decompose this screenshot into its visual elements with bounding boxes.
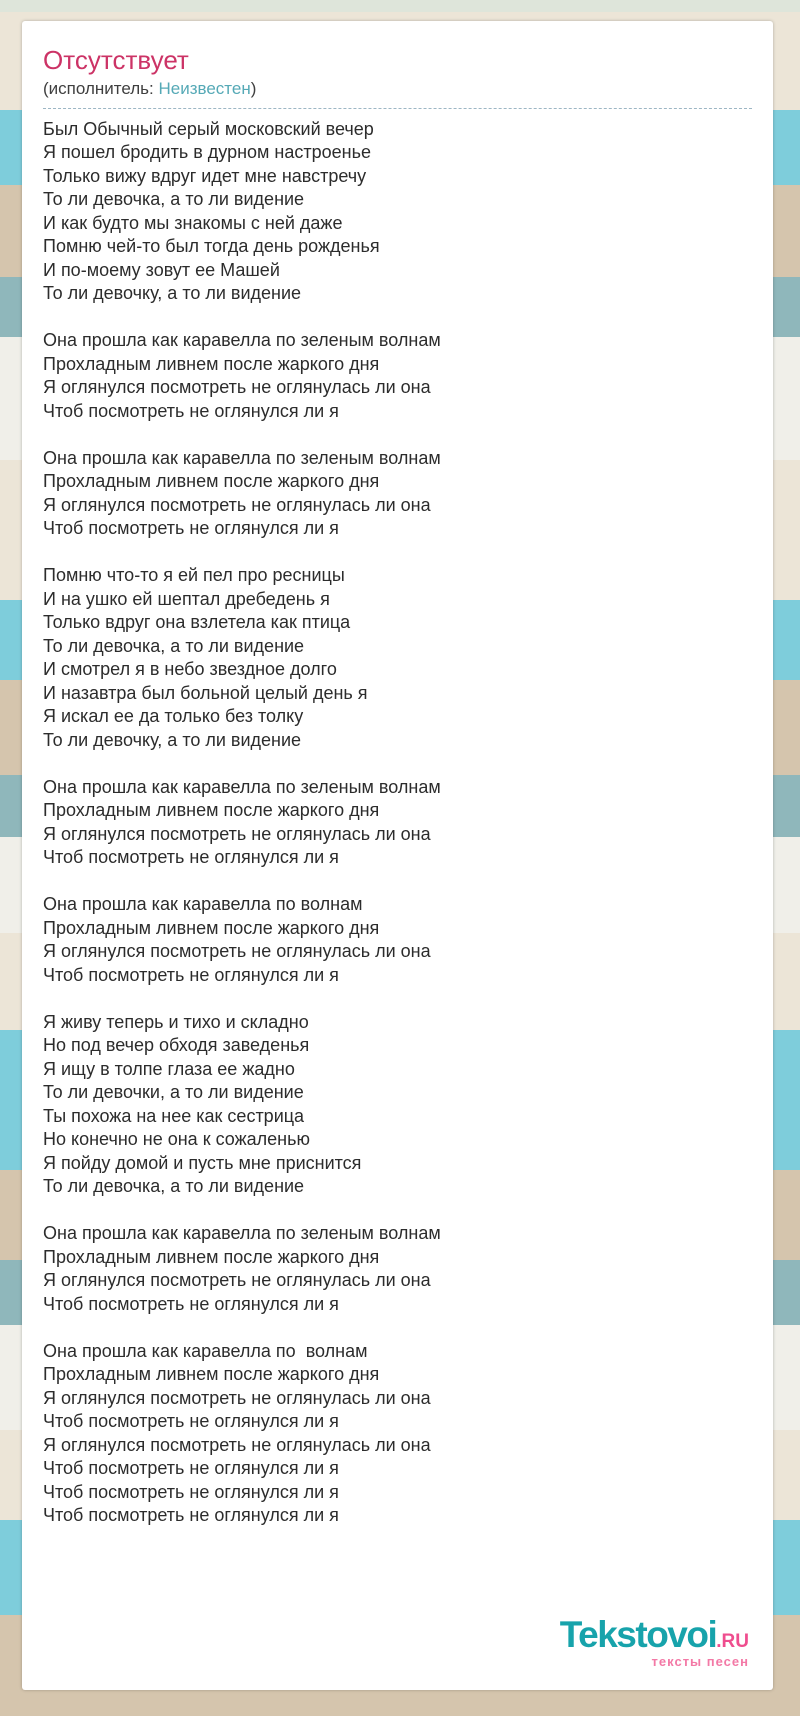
- lyrics-line: Чтоб посмотреть не оглянулся ли я: [43, 400, 339, 421]
- lyrics-line: Помню что-то я ей пел про ресницы: [43, 565, 345, 586]
- lyrics-line: Прохладным ливнем после жаркого дня: [43, 917, 380, 938]
- lyrics-line: Она прошла как каравелла по зеленым волнам: [43, 447, 441, 468]
- verse: [43, 893, 752, 987]
- artist-label-suffix: ): [250, 78, 257, 98]
- lyrics-line: Прохладным ливнем после жаркого дня: [43, 471, 380, 492]
- lyrics-line: Чтоб посмотреть не оглянулся ли я: [43, 964, 339, 985]
- lyrics-line: Я пошел бродить в дурном настроенье: [43, 142, 371, 163]
- verse: [43, 1222, 752, 1316]
- lyrics-line: То ли девочку, а то ли видение: [43, 283, 302, 304]
- artist-link[interactable]: Неизвестен: [158, 78, 251, 98]
- lyrics-line: Чтоб посмотреть не оглянулся ли я: [43, 518, 339, 539]
- lyrics-line: Только вдруг она взлетела как птица: [43, 612, 351, 633]
- lyrics-line: Был Обычный серый московский вечер: [43, 118, 374, 139]
- lyrics-line: Чтоб посмотреть не оглянулся ли я: [43, 1293, 339, 1314]
- lyrics-line: Я оглянулся посмотреть не оглянулась ли она: [43, 823, 431, 844]
- lyrics-line: Она прошла как каравелла по зеленым волнам: [43, 776, 441, 797]
- lyrics-line: То ли девочка, а то ли видение: [43, 1176, 305, 1197]
- artist-line: [43, 79, 752, 109]
- lyrics-line: И назавтра был больной целый день я: [43, 682, 368, 703]
- lyrics-line: Чтоб посмотреть не оглянулся ли я: [43, 847, 339, 868]
- lyrics-line: Чтоб посмотреть не оглянулся ли я: [43, 1505, 339, 1526]
- lyrics-line: То ли девочку, а то ли видение: [43, 729, 302, 750]
- lyrics-card: [22, 21, 773, 1690]
- logo-row: [560, 1616, 749, 1653]
- lyrics-line: Я оглянулся посмотреть не оглянулась ли она: [43, 494, 431, 515]
- lyrics-line: Чтоб посмотреть не оглянулся ли я: [43, 1458, 339, 1479]
- site-logo[interactable]: [560, 1616, 749, 1668]
- lyrics-line: И по-моему зовут ее Машей: [43, 259, 280, 280]
- lyrics-line: Она прошла как каравелла по волнам: [43, 894, 363, 915]
- lyrics-line: И на ушко ей шептал дребедень я: [43, 588, 330, 609]
- lyrics-line: И смотрел я в небо звездное долго: [43, 659, 337, 680]
- lyrics: [43, 118, 752, 1528]
- lyrics-line: Она прошла как каравелла по волнам: [43, 1340, 368, 1361]
- lyrics-line: Я оглянулся посмотреть не оглянулась ли она: [43, 941, 431, 962]
- lyrics-line: Я пойду домой и пусть мне приснится: [43, 1152, 362, 1173]
- verse: [43, 118, 752, 306]
- verse: [43, 1011, 752, 1199]
- page-title: Отсутствует: [43, 45, 189, 75]
- lyrics-line: Только вижу вдруг идет мне навстречу: [43, 165, 367, 186]
- lyrics-line: Я оглянулся посмотреть не оглянулась ли она: [43, 1434, 431, 1455]
- lyrics-line: Но конечно не она к сожаленью: [43, 1129, 310, 1150]
- lyrics-line: И как будто мы знакомы с ней даже: [43, 212, 343, 233]
- verse: [43, 447, 752, 541]
- lyrics-line: Прохладным ливнем после жаркого дня: [43, 1364, 380, 1385]
- logo-tagline: тексты песен: [651, 1654, 749, 1669]
- logo-tekstovoi-text: Tekstovoi: [559, 1614, 717, 1655]
- lyrics-line: Я оглянулся посмотреть не оглянулась ли она: [43, 1270, 431, 1291]
- lyrics-line: То ли девочка, а то ли видение: [43, 189, 305, 210]
- verse: [43, 564, 752, 752]
- lyrics-line: Помню чей-то был тогда день рожденья: [43, 236, 380, 257]
- lyrics-line: То ли девочки, а то ли видение: [43, 1082, 304, 1103]
- lyrics-line: Я ищу в толпе глаза ее жадно: [43, 1058, 295, 1079]
- verse: [43, 329, 752, 423]
- lyrics-line: Она прошла как каравелла по зеленым волнам: [43, 330, 441, 351]
- verse: [43, 1340, 752, 1528]
- lyrics-line: Но под вечер обходя заведенья: [43, 1035, 310, 1056]
- verse: [43, 776, 752, 870]
- lyrics-line: Она прошла как каравелла по зеленым волнам: [43, 1223, 441, 1244]
- lyrics-line: То ли девочка, а то ли видение: [43, 635, 305, 656]
- lyrics-line: Я искал ее да только без толку: [43, 706, 304, 727]
- lyrics-line: Я живу теперь и тихо и складно: [43, 1011, 309, 1032]
- lyrics-line: Прохладным ливнем после жаркого дня: [43, 800, 380, 821]
- lyrics-line: Чтоб посмотреть не оглянулся ли я: [43, 1481, 339, 1502]
- lyrics-line: Ты похожа на нее как сестрица: [43, 1105, 305, 1126]
- lyrics-line: Я оглянулся посмотреть не оглянулась ли она: [43, 1387, 431, 1408]
- lyrics-line: Прохладным ливнем после жаркого дня: [43, 1246, 380, 1267]
- lyrics-line: Чтоб посмотреть не оглянулся ли я: [43, 1411, 339, 1432]
- lyrics-line: Я оглянулся посмотреть не оглянулась ли она: [43, 377, 431, 398]
- logo-domain-text: .RU: [716, 1631, 749, 1652]
- artist-label-prefix: (исполнитель:: [43, 78, 159, 98]
- lyrics-line: Прохладным ливнем после жаркого дня: [43, 353, 380, 374]
